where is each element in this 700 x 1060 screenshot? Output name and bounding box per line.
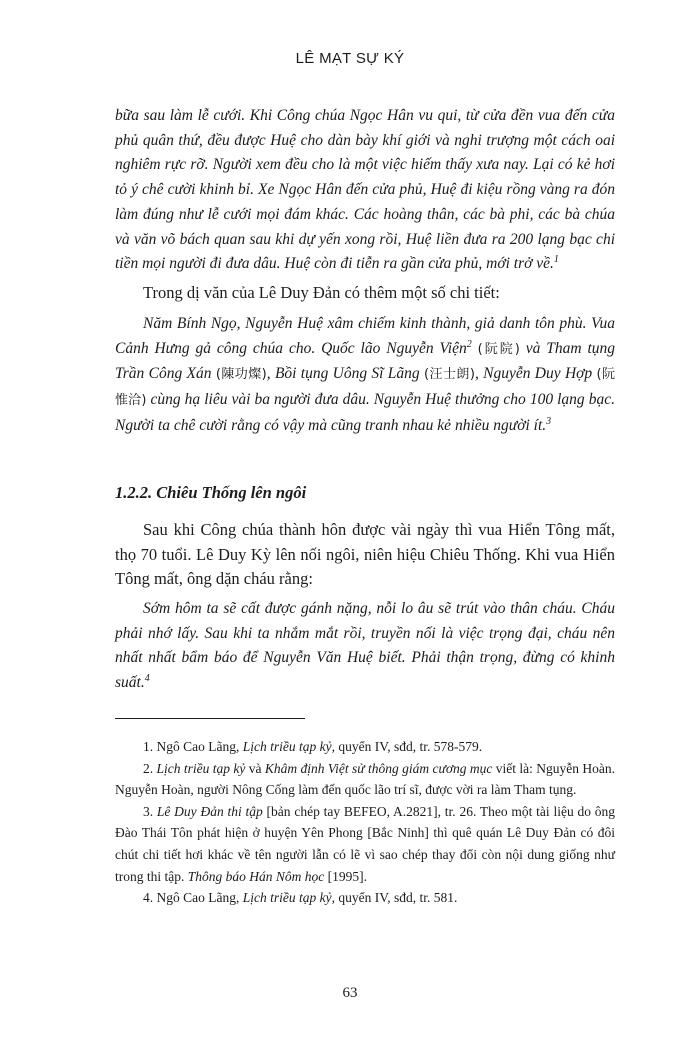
chinese-characters: (陳功燦): [215, 367, 267, 383]
quote-text: và Tham tụng Trần Công Xán: [115, 339, 616, 383]
quote-text: bữa sau làm lễ cưới. Khi Công chúa Ngọc Hân vu qui, từ cửa đền vua đến cửa phủ quân thứ, đều được Huệ cho dàn bày khí giới và nghi trượng một cách oai nghiêm rực rỡ. Người xem đều cho là một việc hiếm thấy xưa nay. Lại có kẻ hơi tỏ ý chê cười khinh bỉ. Xe Ngọc Hân đến cửa phủ, Huệ đi kiệu rồng vàng ra đón làm đúng như lễ cưới mọi đám khác. Các hoàng thân, các bà phi, các bà chúa và văn võ bách quan sau khi dự yến xong rồi, Huệ liền đưa ra 200 lạng bạc chi tiền mọi người đi đưa dâu. Huệ còn đi tiễn ra gần cửa phủ, mới trở về.: [115, 107, 615, 273]
footnote-ref: 1: [553, 254, 559, 266]
body-paragraph-1: [115, 281, 615, 306]
running-head: LÊ MẠT SỰ KÝ: [295, 50, 405, 67]
footnotes: [115, 736, 615, 909]
chinese-characters: (汪士朗): [424, 367, 475, 383]
footnote-title: Lịch triều tạp kỷ: [156, 760, 246, 776]
page-number: 63: [342, 985, 358, 1001]
quote-paragraph: [115, 104, 615, 277]
footnote-text: viết là: Nguyễn Hoàn. Nguyễn Hoàn, người Nông Cống làm đến quốc lão trí sĩ, được vời ra làm Tham tụng.: [115, 760, 616, 798]
footnote-title: Khâm định Việt sử thông giám cương mục: [264, 760, 493, 776]
footnote-text: , quyển IV, sđd, tr. 581.: [331, 890, 458, 906]
footnote-1: [115, 736, 615, 758]
body-paragraph-2: [115, 518, 615, 592]
footnote-text: 4. Ngô Cao Lãng,: [143, 890, 243, 906]
footnote-text: 2.: [143, 760, 157, 776]
footnote-text: và: [245, 760, 265, 776]
chinese-characters: (阮惟洽): [115, 367, 616, 409]
footnote-ref: 3: [546, 415, 552, 427]
quote-passage-1: [115, 104, 615, 277]
quote-paragraph: [115, 312, 615, 439]
footnote-title: Lê Duy Đản thi tập: [156, 803, 263, 819]
footnote-2: [115, 758, 615, 801]
footnote-title: Thông báo Hán Nôm học: [187, 868, 325, 884]
footnote-ref: 4: [144, 672, 150, 684]
footnote-title: Lịch triều tạp kỷ: [242, 890, 332, 906]
body-text: Trong dị văn của Lê Duy Đản có thêm một số chi tiết:: [143, 283, 500, 302]
quote-text: cùng hạ liêu vài ba người đưa dâu. Nguyễn Huệ thưởng cho 100 lạng bạc. Người ta chê cười rằng có vậy mà cũng tranh nhau kẻ nhiều người ít.: [115, 391, 615, 434]
footnote-4: [115, 887, 615, 909]
quote-text: Năm Bính Ngọ, Nguyễn Huệ xâm chiếm kinh thành, giả danh tôn phù. Vua Cảnh Hưng gả công chúa cho. Quốc lão Nguyễn Viện: [115, 315, 615, 357]
body-text: Sau khi Công chúa thành hôn được vài ngày thì vua Hiển Tông mất, thọ 70 tuổi. Lê Duy Kỳ lên nối ngôi, niên hiệu Chiêu Thống. Khi vua Hiển Tông mất, ông dặn cháu rằng:: [115, 520, 615, 589]
footnote-text: 1. Ngô Cao Lãng,: [143, 739, 243, 754]
footnote-title: Lịch triều tạp kỷ: [242, 739, 332, 754]
quote-paragraph: [115, 597, 615, 696]
section-heading: 1.2.2. Chiêu Thống lên ngôi: [115, 483, 307, 502]
quote-text: , Nguyễn Duy Hợp: [474, 365, 597, 383]
footnote-text: 3.: [143, 803, 157, 819]
footnote-ref: 2: [466, 338, 472, 350]
quote-passage-3: [115, 597, 615, 696]
footnote-text: [bản chép tay BEFEO, A.2821], tr. 26. Theo một tài liệu do ông Đào Thái Tôn phát hiện ở huyện Yên Phong [Bắc Ninh] thì quê quán Lê Duy Đản có đôi chút chi tiết hơi khác về tên người lẫn có lẽ vì sao chép thay đổi còn nội dung giống như trong thi tập.: [115, 803, 616, 884]
footnote-text: [1995].: [324, 868, 368, 884]
chinese-characters: (阮院): [477, 341, 520, 357]
footnote-text: , quyển IV, sđd, tr. 578-579.: [331, 739, 483, 754]
quote-text: Sớm hôm ta sẽ cất được gánh nặng, nỗi lo âu sẽ trút vào thân cháu. Cháu phải nhớ lấy. Sau khi ta nhắm mắt rồi, truyền nối là việc trọng đại, cháu nên nhất nhất bẩm báo để Nguyễn Văn Huệ biết. Phải thận trọng, đừng có khinh suất.: [115, 600, 615, 692]
footnote-3: [115, 801, 615, 887]
footnote-divider: [115, 718, 305, 719]
quote-passage-2: [115, 312, 615, 439]
quote-text: , Bồi tụng Uông Sĩ Lãng: [266, 365, 424, 383]
